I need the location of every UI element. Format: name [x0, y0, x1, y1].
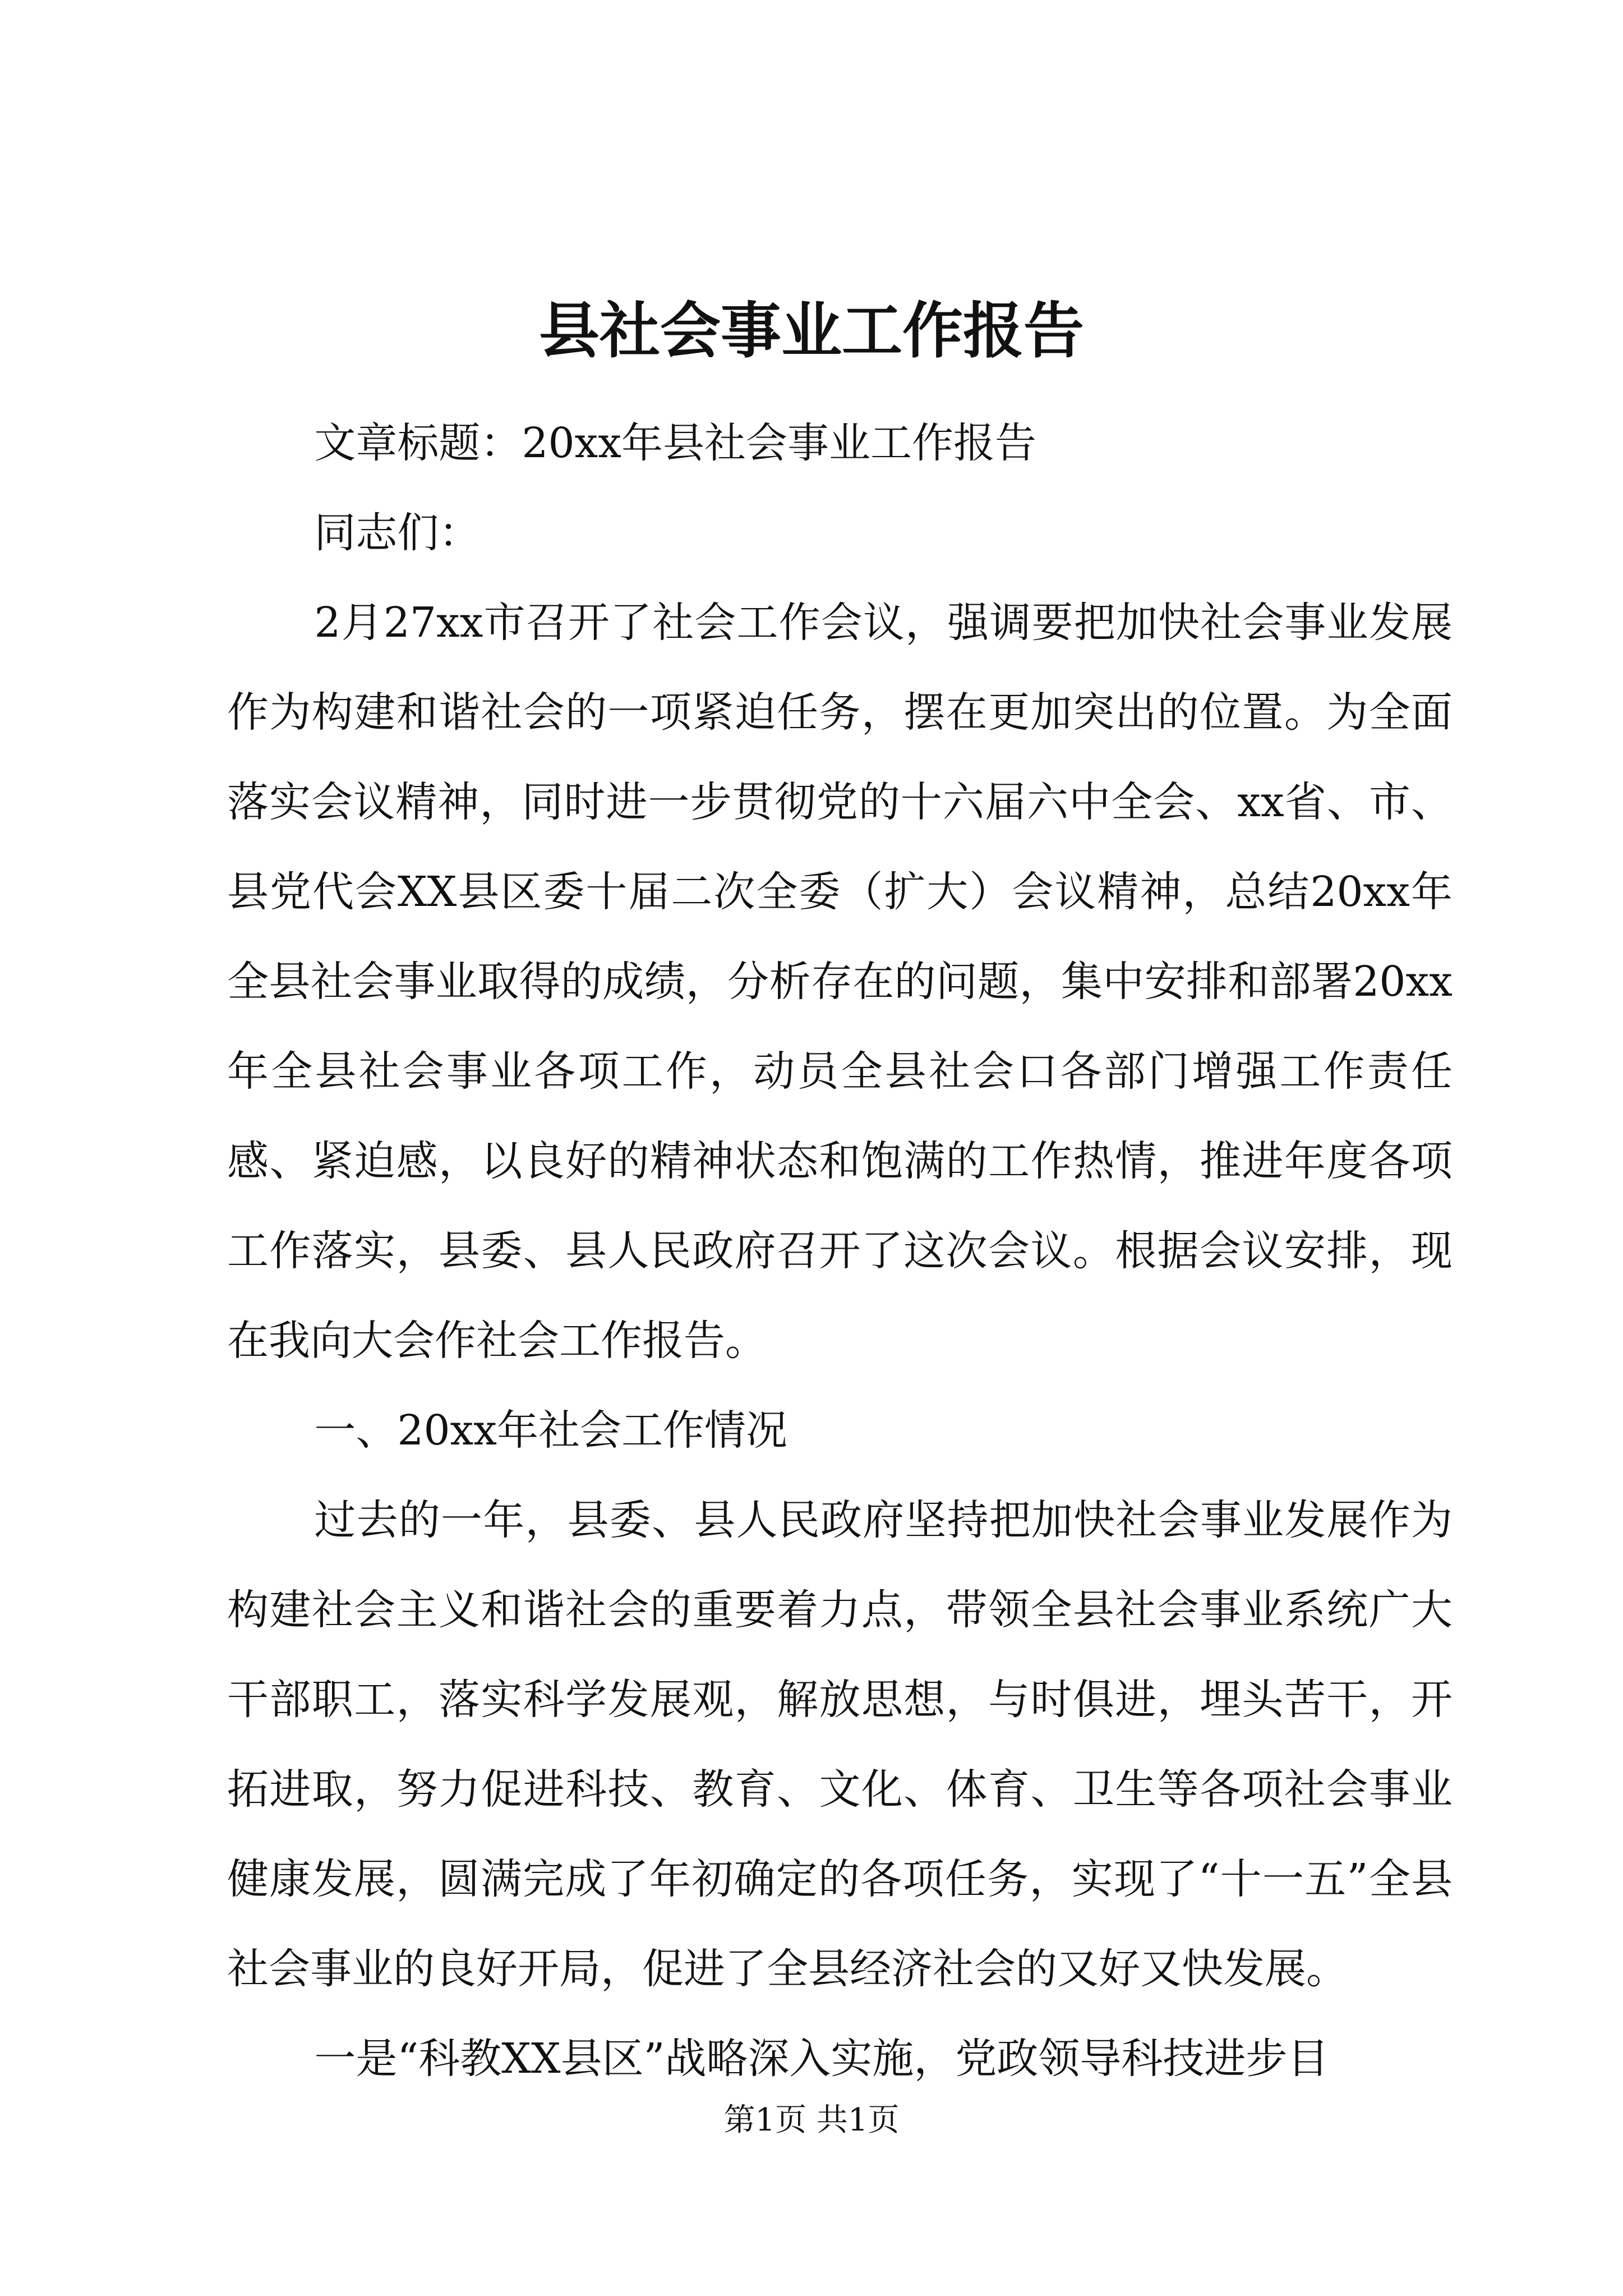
document-title: 县社会事业工作报告	[538, 296, 1084, 366]
article-title-line: 文章标题：20xx年县社会事业工作报告	[314, 419, 1037, 467]
paragraph-2: 过去的一年，县委、县人民政府坚持把加快社会事业发展作为构建社会主义和谐社会的重要着力点，带领全县社会事业系统广大干部职工，落实科学发展观，解放思想，与时俱进，埋头苦干，开拓进取，努力促进科技、教育、文化、体育、卫生等各项社会事业健康发展，圆满完成了年初确定的各项任务，实现了“十一五”全县社会事业的良好开局，促进了全县经济社会的又好又快发展。	[227, 1496, 1453, 1993]
section-1-heading: 一、20xx年社会工作情况	[314, 1406, 788, 1455]
document-body	[227, 398, 1453, 2104]
salutation: 同志们：	[314, 509, 481, 557]
page-footer: 第1页 共1页	[723, 2102, 900, 2138]
paragraph-3: 一是“科教XX县区”战略深入实施，党政领导科技进步目	[314, 2035, 1329, 2083]
paragraph-1: 2月27xx市召开了社会工作会议，强调要把加快社会事业发展作为构建和谐社会的一项紧迫任务，摆在更加突出的位置。为全面落实会议精神，同时进一步贯彻党的十六届六中全会、xx省、市、县党代会XX县区委十届二次全委（扩大）会议精神，总结20xx年全县社会事业取得的成绩，分析存在的问题，集中安排和部署20xx年全县社会事业各项工作，动员全县社会口各部门增强工作责任感、紧迫感，以良好的精神状态和饱满的工作热情，推进年度各项工作落实，县委、县人民政府召开了这次会议。根据会议安排，现在我向大会作社会工作报告。	[227, 599, 1453, 1365]
